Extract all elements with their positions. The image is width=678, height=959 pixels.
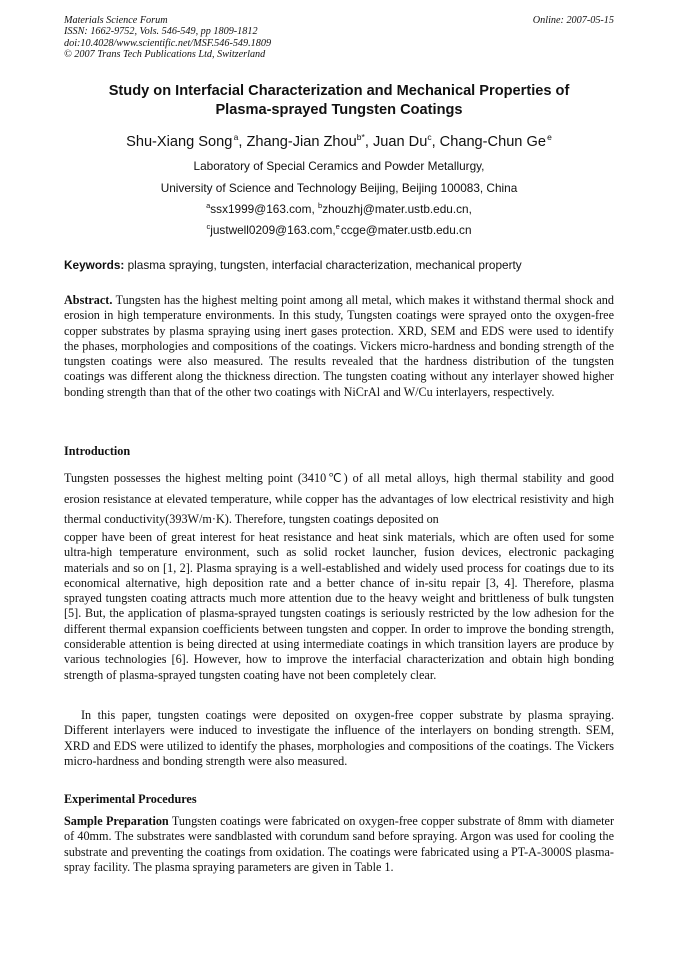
author-superscript: e (547, 132, 552, 142)
issn-line: ISSN: 1662-9752, Vols. 546-549, pp 1809-1812 (64, 26, 258, 38)
doi-line: doi:10.4028/www.scientific.net/MSF.546-549.1809 (64, 37, 272, 49)
author-superscript: a (233, 132, 239, 142)
email-superscript: b (318, 201, 323, 210)
title-line-2: Plasma-sprayed Tungsten Coatings (215, 102, 463, 118)
author-name: Zhang-Jian Zhou (246, 134, 357, 150)
author-list: Shu-Xiang Song $^a$, Zhang-Jian Zhou$^{b*}$, Juan Du$^c$, Chang-Chun Ge $^e$ (126, 132, 552, 150)
online-date: Online: 2007-05-15 (532, 15, 614, 26)
email-superscript: a (206, 201, 211, 210)
affiliation-line-2: University of Science and Technology Beijing, Beijing 100083, China (160, 181, 518, 195)
email-address: ccge@mater.ustb.edu.cn (340, 223, 472, 237)
journal-name: Materials Science Forum (64, 15, 168, 26)
journal-info (64, 15, 614, 61)
abstract-text: Tungsten has the highest melting point among all metal, which makes it withstand thermal shock and erosion in high temperature environments. In this study, Tungsten coatings were sprayed onto the oxygen-free copper substrates by plasma spraying using inert gases protection. XRD, SEM and EDS were used to identify the phases, morphologies and compositions of the coatings. Vickers micro-hardness and bonding strength of the tungsten coatings were also measured. The results revealed that the hardness distribution of the tungsten coatings was different along the thickness direction. The tungsten coating without any interlayer showed higher bonding strength than that of the other two coatings with NiCrAl and W/Cu interlayers, respectively. (64, 293, 614, 399)
author-superscript: c (427, 132, 432, 142)
abstract (64, 293, 614, 400)
title-line-1: Study on Interfacial Characterization and Mechanical Properties of (108, 83, 570, 99)
abstract-label: Abstract. (64, 293, 113, 307)
email-superscript: e (335, 222, 340, 231)
email-address: justwell0209@163.com (210, 223, 333, 237)
page-header (64, 15, 614, 61)
keywords-label: Keywords: (64, 258, 125, 272)
experimental-heading: Experimental Procedures (64, 792, 197, 806)
author-name: Shu-Xiang Song (126, 134, 233, 150)
email-superscript: c (206, 222, 211, 231)
keywords-text: plasma spraying, tungsten, interfacial characterization, mechanical property (127, 258, 522, 272)
author-name: Juan Du (372, 134, 428, 150)
email-address: ssx1999@163.com (210, 202, 312, 216)
introduction-paragraph-1a: Tungsten possesses the highest melting point (3410℃) of all metal alloys, high thermal stability and good erosion resistance at elevated temperature, while copper has the advantages of low electrical resistivity and high thermal conductivity(393W/m·K). Therefore, tungsten coatings deposited on (64, 471, 614, 526)
copyright-line: © 2007 Trans Tech Publications Ltd, Switzerland (64, 49, 266, 61)
introduction-heading: Introduction (64, 444, 131, 458)
email-address: zhouzhj@mater.ustb.edu.cn (322, 202, 469, 216)
introduction-paragraph-2: In this paper, tungsten coatings were deposited on oxygen-free copper substrate by plasma spraying. Different interlayers were induced to investigate the influence of the interlayers on bonding strength. SEM, XRD and EDS were utilized to identify the phases, morphologies and compositions of the coatings. The Vickers micro-hardness and bonding strength were also measured. (64, 708, 614, 768)
email-line-1: $^a$ssx1999@163.com, $^b$zhouzhj@mater.ustb.edu.cn, (206, 201, 472, 216)
affiliation-line-1: Laboratory of Special Ceramics and Powder Metallurgy, (193, 159, 485, 173)
sample-preparation-text: Tungsten coatings were fabricated on oxygen-free copper substrate of 8mm with diameter of 40mm. The substrates were sandblasted with corundum sand before spraying. Argon was used for cooling the substrate and preventing the coatings from oxidation. The coatings were fabricated using a PT-A-3000S plasma-spray facility. The plasma spraying parameters are given in Table 1. (64, 814, 614, 874)
paper-title (64, 82, 614, 120)
author-name: Chang-Chun Ge (439, 134, 546, 150)
keywords (64, 258, 618, 272)
introduction-paragraph-1b: copper have been of great interest for heat resistance and heat sink materials, which are often used for some ultra-high temperature environment, such as solid rocket launcher, fusion devices, electronic packaging materials and so on [1, 2]. Plasma spraying is a well-established and widely used process for coatings due to its economical alternative, high deposition rate and a better chance of in-situ repair [3, 4]. Therefore, plasma sprayed tungsten coating attracts much more attention due to the heavy weight and brittleness of bulk tungsten [5]. But, the application of plasma-sprayed tungsten coatings is seriously restricted by the low adhesion for the different thermal expansion coefficients between tungsten and copper. In order to improve the bonding strength, considerable attention is being directed at using intermediate coatings in which transition layers are produce by various technologies [6]. However, how to improve the interfacial characterization and obtain high bonding strength of plasma-sprayed tungsten coating have not been completely clear. (64, 530, 614, 682)
sample-preparation-label: Sample Preparation (64, 814, 169, 828)
email-line-2: $^c$justwell0209@163.com,$^e$ ccge@mater.ustb.edu.cn (206, 222, 472, 237)
author-superscript: b* (356, 132, 365, 142)
sample-preparation-paragraph (64, 814, 614, 875)
